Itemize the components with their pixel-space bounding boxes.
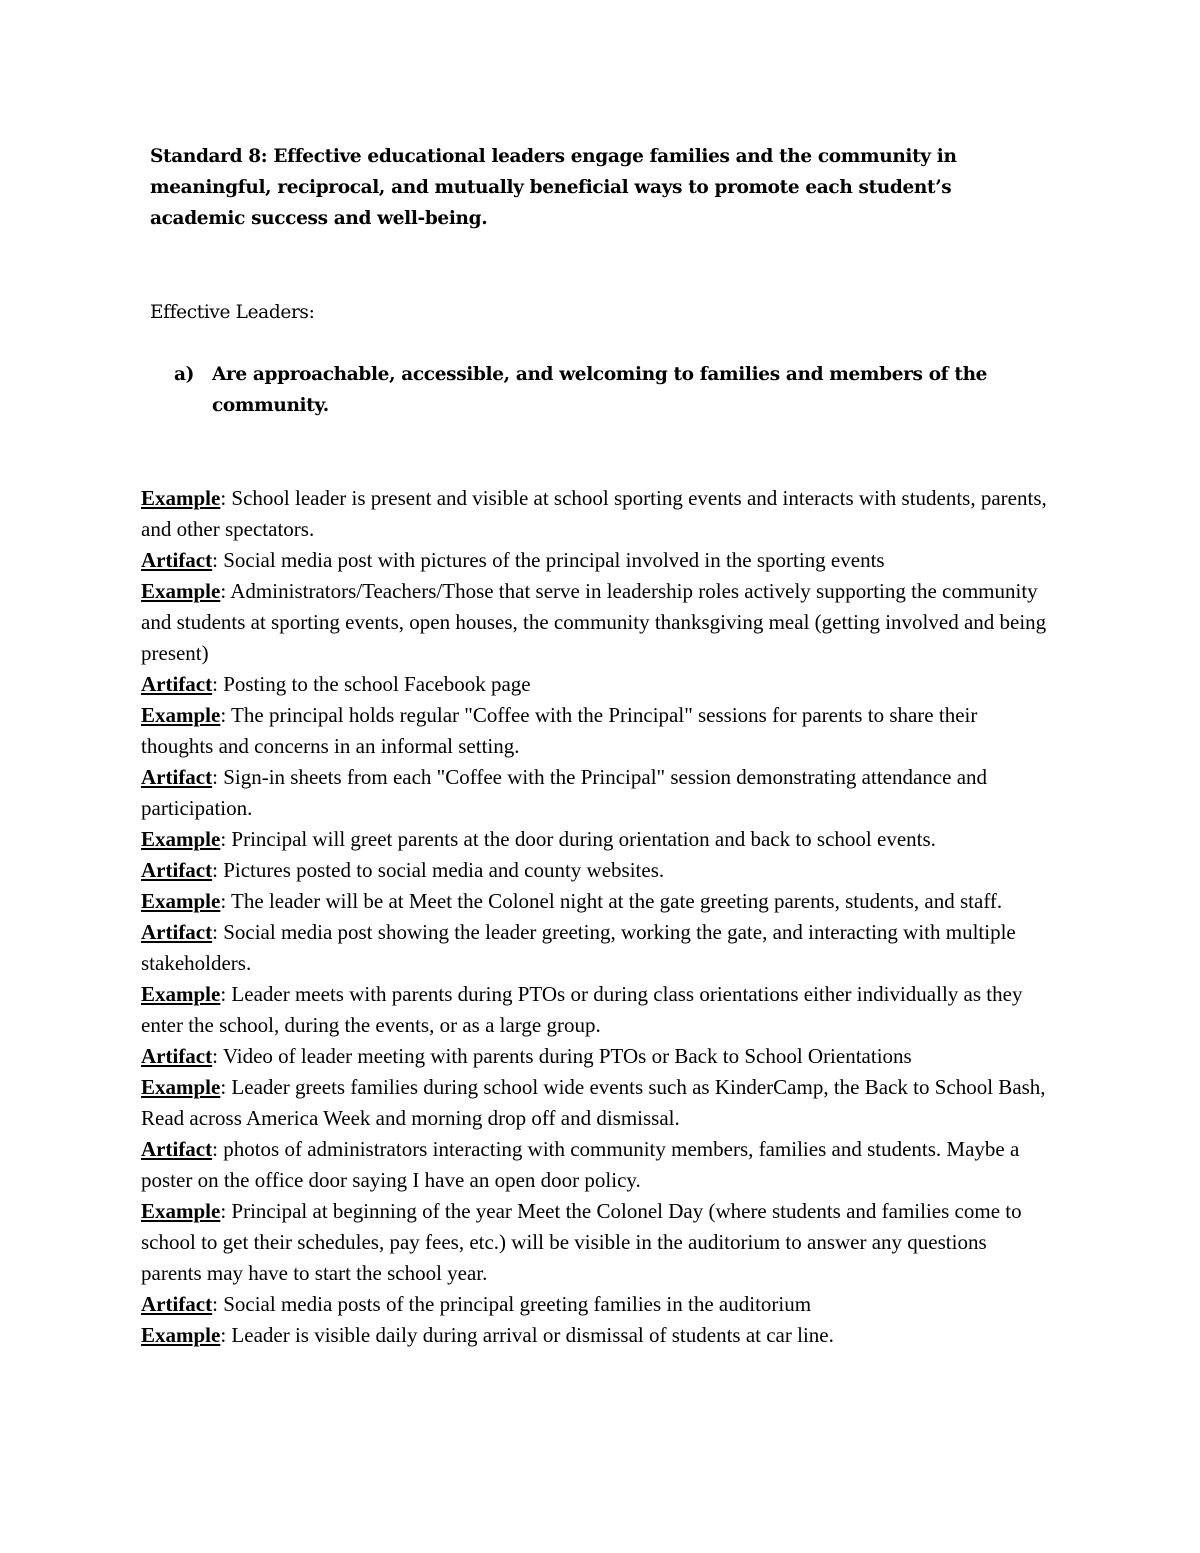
list-item: [141, 824, 1051, 855]
entry-text: : School leader is present and visible at school sporting events and interacts with students, parents, and other spectators.: [141, 486, 1047, 541]
list-item: [141, 1196, 1051, 1289]
entry-label: Artifact: [141, 1137, 213, 1161]
entry-text: : Leader greets families during school wide events such as KinderCamp, the Back to School Bash, Read across America Week and morning drop off and dismissal.: [141, 1075, 1046, 1130]
entry-text: : Pictures posted to social media and county websites.: [212, 858, 665, 882]
entry-label: Artifact: [141, 1044, 213, 1068]
entry-text: : Administrators/Teachers/Those that serve in leadership roles actively supporting the community and students at sporting events, open houses, the community thanksgiving meal (getting involved and being present): [141, 579, 1047, 665]
list-item: [141, 576, 1051, 669]
entry-text: : Leader meets with parents during PTOs or during class orientations either individually as they enter the school, during the events, or as a large group.: [141, 982, 1023, 1037]
entry-text: : Sign-in sheets from each "Coffee with the Principal" session demonstrating attendance and participation.: [141, 765, 988, 820]
entry-text: : The principal holds regular "Coffee with the Principal" sessions for parents to share their thoughts and concerns in an informal setting.: [141, 703, 978, 758]
entry-text: : The leader will be at Meet the Colonel night at the gate greeting parents, students, and staff.: [220, 889, 1003, 913]
list-item: [141, 917, 1051, 979]
entry-text: : Social media post with pictures of the principal involved in the sporting events: [212, 548, 885, 572]
list-item: [141, 1041, 1051, 1072]
list-item: [141, 1134, 1051, 1196]
entry-text: : Leader is visible daily during arrival or dismissal of students at car line.: [220, 1323, 834, 1347]
entry-text: : Video of leader meeting with parents during PTOs or Back to School Orientations: [212, 1044, 912, 1068]
examples-list: [141, 483, 1051, 1351]
entry-label: Artifact: [141, 920, 213, 944]
effective-leaders-intro: Effective Leaders:: [150, 302, 315, 323]
entry-label: Example: [141, 486, 221, 510]
entry-text: : Social media posts of the principal greeting families in the auditorium: [212, 1292, 812, 1316]
list-item: [141, 545, 1051, 576]
list-item: [141, 1072, 1051, 1134]
entry-text: : Principal will greet parents at the door during orientation and back to school events.: [220, 827, 936, 851]
entry-label: Example: [141, 1199, 221, 1223]
criterion-item: [174, 359, 1034, 421]
entry-label: Example: [141, 982, 221, 1006]
list-item: [141, 886, 1051, 917]
entry-label: Example: [141, 579, 221, 603]
entry-label: Artifact: [141, 548, 213, 572]
entry-label: Example: [141, 703, 221, 727]
entry-label: Artifact: [141, 1292, 213, 1316]
list-item: [141, 979, 1051, 1041]
standard-heading: Standard 8: Effective educational leaders engage families and the community in meaningful, reciprocal, and mutually beneficial ways to promote each student’s academic success and well-being.: [150, 146, 957, 229]
entry-label: Example: [141, 1075, 221, 1099]
entry-text: : Principal at beginning of the year Meet the Colonel Day (where students and families come to school to get their schedules, pay fees, etc.) will be visible in the auditorium to answer any questions parents may have to start the school year.: [141, 1199, 1022, 1285]
entry-label: Artifact: [141, 765, 213, 789]
entry-label: Example: [141, 889, 221, 913]
criterion-marker: a): [174, 364, 195, 385]
entry-label: Example: [141, 827, 221, 851]
entry-label: Example: [141, 1323, 221, 1347]
entry-text: : Social media post showing the leader greeting, working the gate, and interacting with multiple stakeholders.: [141, 920, 1016, 975]
list-item: [141, 700, 1051, 762]
list-item: [141, 1320, 1051, 1351]
list-item: [141, 1289, 1051, 1320]
list-item: [141, 483, 1051, 545]
list-item: [141, 762, 1051, 824]
criterion-text: Are approachable, accessible, and welcoming to families and members of the community.: [212, 364, 988, 416]
entry-text: : Posting to the school Facebook page: [212, 672, 531, 696]
entry-text: : photos of administrators interacting with community members, families and students. Maybe a poster on the office door saying I have an open door policy.: [141, 1137, 1020, 1192]
list-item: [141, 855, 1051, 886]
list-item: [141, 669, 1051, 700]
entry-label: Artifact: [141, 858, 213, 882]
entry-label: Artifact: [141, 672, 213, 696]
